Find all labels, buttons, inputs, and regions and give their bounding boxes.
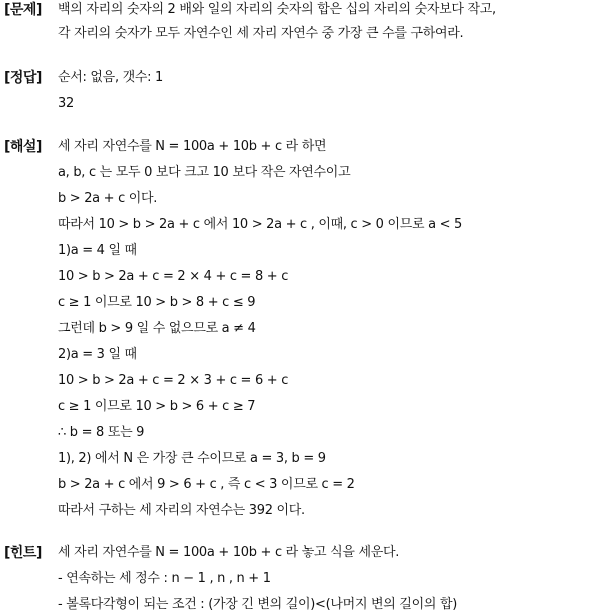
answer-tag: [정답]: [4, 70, 42, 86]
solution-line: 그런데 b > 9 일 수 없으므로 a ≠ 4: [58, 321, 256, 336]
solution-line: c ≥ 1 이므로 10 > b > 6 + c ≥ 7: [58, 399, 256, 414]
answer-line: 순서: 없음, 갯수: 1: [58, 70, 164, 85]
hint-line: - 볼록다각형이 되는 조건 : (가장 긴 변의 길이)<(나머지 변의 길이의 합): [58, 597, 458, 612]
solution-line: 1)a = 4 일 때: [58, 243, 137, 258]
solution-line: c ≥ 1 이므로 10 > b > 8 + c ≤ 9: [58, 295, 256, 310]
solution-line: 2)a = 3 일 때: [58, 347, 137, 362]
solution-line: 따라서 10 > b > 2a + c 에서 10 > 2a + c , 이때, c > 0 이므로 a < 5: [58, 217, 462, 232]
problem-line: 각 자리의 숫자가 모두 자연수인 세 자리 자연수 중 가장 큰 수를 구하여라.: [58, 26, 464, 41]
solution-line: 따라서 구하는 세 자리의 자연수는 392 이다.: [58, 503, 305, 518]
solution-line: b > 2a + c 이다.: [58, 191, 158, 206]
solution-line: b > 2a + c 에서 9 > 6 + c , 즉 c < 3 이므로 c = 2: [58, 477, 355, 492]
solution-line: 10 > b > 2a + c = 2 × 4 + c = 8 + c: [58, 269, 289, 284]
solution-line: 세 자리 자연수를 N = 100a + 10b + c 라 하면: [58, 139, 327, 154]
problem-line: 백의 자리의 숫자의 2 배와 일의 자리의 숫자의 합은 십의 자리의 숫자보다 작고,: [58, 2, 496, 17]
hint-tag: [힌트]: [4, 545, 42, 561]
solution-line: 1), 2) 에서 N 은 가장 큰 수이므로 a = 3, b = 9: [58, 451, 326, 466]
solution-line: 10 > b > 2a + c = 2 × 3 + c = 6 + c: [58, 373, 289, 388]
solution-line: ∴ b = 8 또는 9: [58, 425, 145, 440]
solution-tag: [해설]: [4, 139, 42, 155]
problem-tag: [문제]: [4, 2, 42, 18]
solution-line: a, b, c 는 모두 0 보다 크고 10 보다 작은 자연수이고: [58, 165, 351, 180]
answer-line: 32: [58, 96, 74, 111]
hint-line: - 연속하는 세 정수 : n − 1 , n , n + 1: [58, 571, 271, 586]
hint-line: 세 자리 자연수를 N = 100a + 10b + c 라 놓고 식을 세운다.: [58, 545, 400, 560]
